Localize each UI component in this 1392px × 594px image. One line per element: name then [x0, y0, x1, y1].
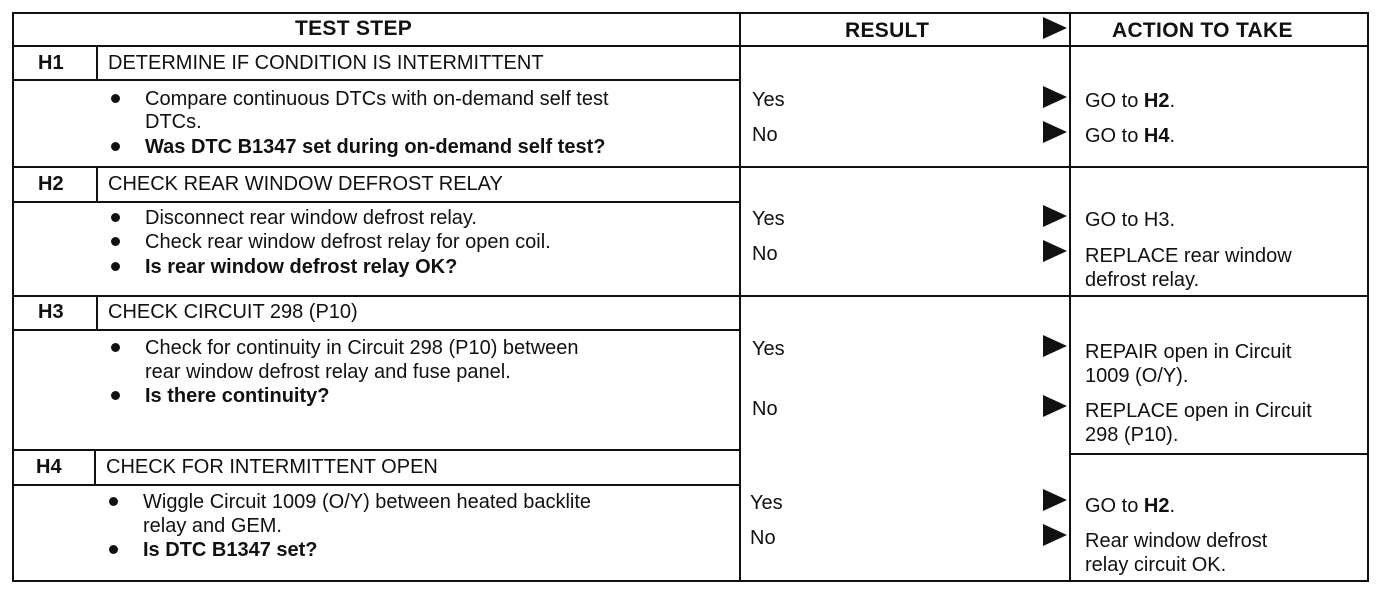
- table-right-border: [1367, 12, 1369, 582]
- result-no: No: [752, 243, 778, 265]
- step-title: CHECK CIRCUIT 298 (P10): [108, 301, 358, 323]
- action-text: GO to H3.: [1085, 209, 1176, 231]
- bullet-icon: [111, 237, 120, 246]
- step-bullet-question: Is rear window defrost relay OK?: [145, 256, 458, 278]
- result-yes: Yes: [752, 338, 785, 360]
- bullet-icon: [111, 94, 120, 103]
- action-text: REPLACE open in Circuit: [1085, 400, 1312, 422]
- bullet-icon: [109, 545, 118, 554]
- step-bullet-question: Was DTC B1347 set during on-demand self test?: [145, 136, 606, 158]
- result-arrow-icon: [1043, 86, 1067, 108]
- bullet-icon: [111, 343, 120, 352]
- action-text: relay circuit OK.: [1085, 554, 1227, 576]
- result-no: No: [752, 398, 778, 420]
- id-cell-divider: [96, 167, 98, 202]
- id-cell-divider: [96, 46, 98, 80]
- result-arrow-icon: [1043, 205, 1067, 227]
- result-arrow-icon: [1043, 121, 1067, 143]
- result-arrow-icon: [1043, 335, 1067, 357]
- bullet-icon: [111, 391, 120, 400]
- bullet-icon: [111, 262, 120, 271]
- result-arrow-icon: [1043, 489, 1067, 511]
- result-arrow-icon: [1043, 524, 1067, 546]
- step-id: H1: [38, 52, 64, 74]
- step-bullet-text: rear window defrost relay and fuse panel.: [145, 361, 511, 383]
- header-divider: [12, 45, 1369, 47]
- action-text: Rear window defrost: [1085, 530, 1268, 552]
- table-bottom-border: [12, 580, 1369, 582]
- step-title: CHECK FOR INTERMITTENT OPEN: [106, 456, 438, 478]
- title-row-bottom: [12, 201, 740, 203]
- step-id: H2: [38, 173, 64, 195]
- bullet-icon: [109, 497, 118, 506]
- step-bullet-text: relay and GEM.: [143, 515, 282, 537]
- title-row-bottom: [12, 329, 740, 331]
- action-text: REPAIR open in Circuit: [1085, 341, 1292, 363]
- step-divider: [12, 166, 1369, 168]
- step-id: H4: [36, 456, 62, 478]
- step-bullet-text: Compare continuous DTCs with on-demand self test: [145, 88, 609, 110]
- step-title: DETERMINE IF CONDITION IS INTERMITTENT: [108, 52, 544, 74]
- step-bullet-question: Is there continuity?: [145, 385, 330, 407]
- step-divider: [1069, 453, 1369, 455]
- step-bullet-text: DTCs.: [145, 111, 202, 133]
- header-result: RESULT: [845, 19, 930, 42]
- action-text: REPLACE rear window: [1085, 245, 1292, 267]
- step-bullet-text: Check for continuity in Circuit 298 (P10) between: [145, 337, 579, 359]
- step-bullet-text: Wiggle Circuit 1009 (O/Y) between heated backlite: [143, 491, 592, 513]
- result-arrow-icon: [1043, 395, 1067, 417]
- result-yes: Yes: [752, 208, 785, 230]
- title-row-bottom: [12, 484, 740, 486]
- action-column-divider: [1069, 12, 1071, 582]
- step-id: H3: [38, 301, 64, 323]
- id-cell-divider: [94, 450, 96, 485]
- result-arrow-icon: [1043, 240, 1067, 262]
- header-action: ACTION TO TAKE: [1112, 19, 1293, 42]
- action-text: GO to H2.: [1085, 90, 1176, 112]
- result-no: No: [750, 527, 776, 549]
- bullet-icon: [111, 213, 120, 222]
- result-column-divider: [739, 12, 741, 582]
- action-text: 1009 (O/Y).: [1085, 365, 1189, 387]
- action-text: GO to H4.: [1085, 125, 1176, 147]
- step-bullet-text: Disconnect rear window defrost relay.: [145, 207, 477, 229]
- bullet-icon: [111, 142, 120, 151]
- header-arrow-icon: [1043, 17, 1067, 39]
- result-yes: Yes: [750, 492, 783, 514]
- result-no: No: [752, 124, 778, 146]
- step-bullet-question: Is DTC B1347 set?: [143, 539, 318, 561]
- action-text: GO to H2.: [1085, 495, 1176, 517]
- title-row-bottom: [12, 79, 740, 81]
- step-bullet-text: Check rear window defrost relay for open coil.: [145, 231, 551, 253]
- step-divider: [12, 449, 740, 451]
- step-divider: [12, 295, 1369, 297]
- result-yes: Yes: [752, 89, 785, 111]
- step-title: CHECK REAR WINDOW DEFROST RELAY: [108, 173, 503, 195]
- table-top-border: [12, 12, 1369, 14]
- table-left-border: [12, 12, 14, 582]
- action-text: defrost relay.: [1085, 269, 1200, 291]
- id-cell-divider: [96, 296, 98, 330]
- header-test-step: TEST STEP: [295, 17, 413, 40]
- action-text: 298 (P10).: [1085, 424, 1179, 446]
